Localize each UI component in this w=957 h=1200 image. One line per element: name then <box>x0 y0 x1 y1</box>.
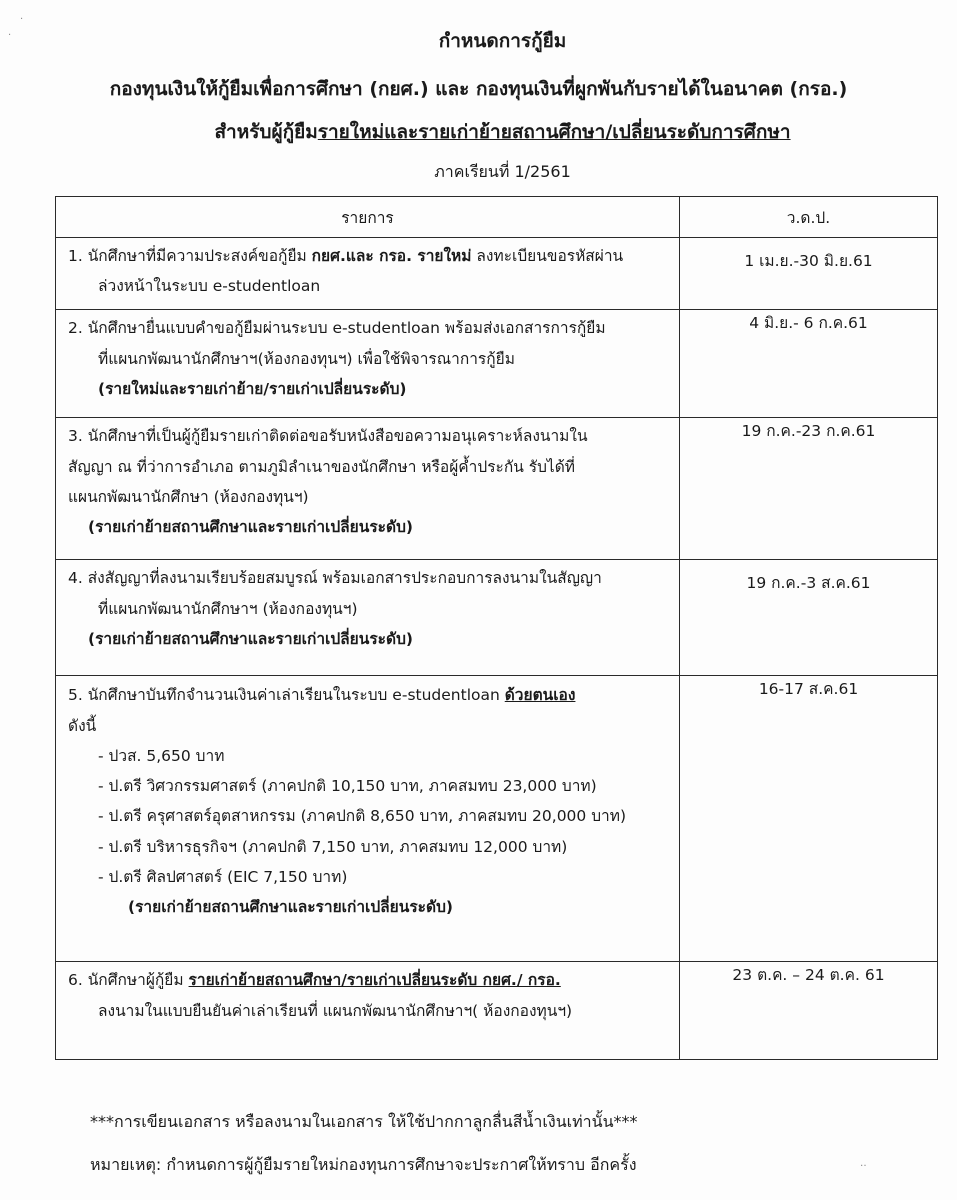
table-row <box>56 238 938 310</box>
list-item: - ป.ตรี ศิลปศาสตร์ (EIC 7,150 บาท) <box>98 867 348 886</box>
row-note: (รายเก่าย้ายสถานศึกษาและรายเก่าเปลี่ยนระดับ) <box>88 518 414 537</box>
row-date: 4 มิ.ย.- 6 ก.ค.61 <box>680 310 938 418</box>
row-text-bold: กยศ.และ กรอ. รายใหม่ <box>311 247 472 265</box>
list-item: - ปวส. 5,650 บาท <box>98 746 225 765</box>
footnote-remark: หมายเหตุ: กำหนดการผู้กู้ยืมรายใหม่กองทุนการศึกษาจะประกาศให้ทราบ อีกครั้ง <box>90 1155 637 1174</box>
row-item-cell <box>56 676 680 962</box>
list-item: - ป.ตรี วิศวกรรมศาสตร์ (ภาคปกติ 10,150 บาท, ภาคสมทบ 23,000 บาท) <box>98 777 597 796</box>
scan-speck: ‥ <box>860 1158 867 1169</box>
row-text: ที่แผนกพัฒนานักศึกษาฯ (ห้องกองทุนฯ) <box>98 599 358 618</box>
row-item-cell <box>56 560 680 676</box>
row-date: 16-17 ส.ค.61 <box>680 676 938 962</box>
row-text: สัญญา ณ ที่ว่าการอำเภอ ตามภูมิลำเนาของนักศึกษา หรือผู้ค้ำประกัน รับได้ที่ <box>68 457 576 476</box>
row-text: 1. นักศึกษาที่มีความประสงค์ขอกู้ยืม <box>68 247 312 265</box>
row-date: 19 ก.ค.-23 ก.ค.61 <box>680 418 938 560</box>
row-text: 2. นักศึกษายื่นแบบคำขอกู้ยืมผ่านระบบ e-studentloan พร้อมส่งเอกสารการกู้ยืม <box>68 319 606 338</box>
semester-label: ภาคเรียนที่ 1/2561 <box>434 162 571 181</box>
row-date: 19 ก.ค.-3 ส.ค.61 <box>680 560 938 676</box>
row-text: 4. ส่งสัญญาที่ลงนามเรียบร้อยสมบูรณ์ พร้อมเอกสารประกอบการลงนามในสัญญา <box>68 569 602 588</box>
row-date: 1 เม.ย.-30 มิ.ย.61 <box>680 238 938 310</box>
row-note: (รายเก่าย้ายสถานศึกษาและรายเก่าเปลี่ยนระดับ) <box>128 897 454 916</box>
row-text: แผนกพัฒนานักศึกษา (ห้องกองทุนฯ) <box>68 487 309 506</box>
row-text-emphasis: ด้วยตนเอง <box>504 686 576 705</box>
row-text: 3. นักศึกษาที่เป็นผู้กู้ยืมรายเก่าติดต่อขอรับหนังสือขอความอนุเคราะห์ลงนามใน <box>68 427 588 446</box>
column-header-date: ว.ด.ป. <box>680 197 938 238</box>
list-item: - ป.ตรี ครุศาสตร์อุตสาหกรรม (ภาคปกติ 8,650 บาท, ภาคสมทบ 20,000 บาท) <box>98 807 627 826</box>
audience-underlined: รายใหม่และรายเก่าย้ายสถานศึกษา/เปลี่ยนระดับการศึกษา <box>317 121 791 143</box>
row-item-cell <box>56 238 680 310</box>
table-row <box>56 418 938 560</box>
row-text-emphasis: รายเก่าย้ายสถานศึกษา/รายเก่าเปลี่ยนระดับ กยศ./ กรอ. <box>188 971 561 990</box>
list-item: - ป.ตรี บริหารธุรกิจฯ (ภาคปกติ 7,150 บาท, ภาคสมทบ 12,000 บาท) <box>98 837 568 856</box>
scan-speck: · <box>20 14 24 25</box>
row-text: ที่แผนกพัฒนานักศึกษาฯ(ห้องกองทุนฯ) เพื่อใช้พิจารณาการกู้ยืม <box>98 349 515 368</box>
table-row <box>56 560 938 676</box>
row-text: 6. นักศึกษาผู้กู้ยืม <box>68 971 189 990</box>
schedule-table <box>55 196 938 1060</box>
table-row <box>56 962 938 1060</box>
audience-prefix: สำหรับผู้กู้ยืม <box>214 121 318 143</box>
column-header-item: รายการ <box>56 197 680 238</box>
document-audience <box>24 117 957 147</box>
row-text: 5. นักศึกษาบันทึกจำนวนเงินค่าเล่าเรียนในระบบ e-studentloan <box>68 686 505 705</box>
row-date: 23 ต.ค. – 24 ต.ค. 61 <box>680 962 938 1060</box>
row-note: (รายเก่าย้ายสถานศึกษาและรายเก่าเปลี่ยนระดับ) <box>88 629 414 648</box>
table-row <box>56 676 938 962</box>
document-subtitle: กองทุนเงินให้กู้ยืมเพื่อการศึกษา (กยศ.) และ กองทุนเงินที่ผูกพันกับรายได้ในอนาคต (กรอ.) <box>109 78 848 100</box>
table-header-row <box>56 197 938 238</box>
row-item-cell <box>56 962 680 1060</box>
pen-warning: ***การเขียนเอกสาร หรือลงนามในเอกสาร ให้ใช้ปากกาลูกลื่นสีน้ำเงินเท่านั้น*** <box>90 1112 638 1131</box>
scan-speck: · <box>8 30 12 41</box>
row-item-cell <box>56 310 680 418</box>
table-row <box>56 310 938 418</box>
row-text: ล่วงหน้าในระบบ e-studentloan <box>98 277 321 296</box>
row-text: ลงทะเบียนขอรหัสผ่าน <box>471 247 624 265</box>
row-item-cell <box>56 418 680 560</box>
document-title: กำหนดการกู้ยืม <box>438 30 567 52</box>
row-text: ดังนี้ <box>68 716 97 735</box>
row-text: ลงนามในแบบยืนยันค่าเล่าเรียนที่ แผนกพัฒนานักศึกษาฯ( ห้องกองทุนฯ) <box>98 1001 573 1020</box>
row-note: (รายใหม่และรายเก่าย้าย/รายเก่าเปลี่ยนระดับ) <box>98 379 407 398</box>
